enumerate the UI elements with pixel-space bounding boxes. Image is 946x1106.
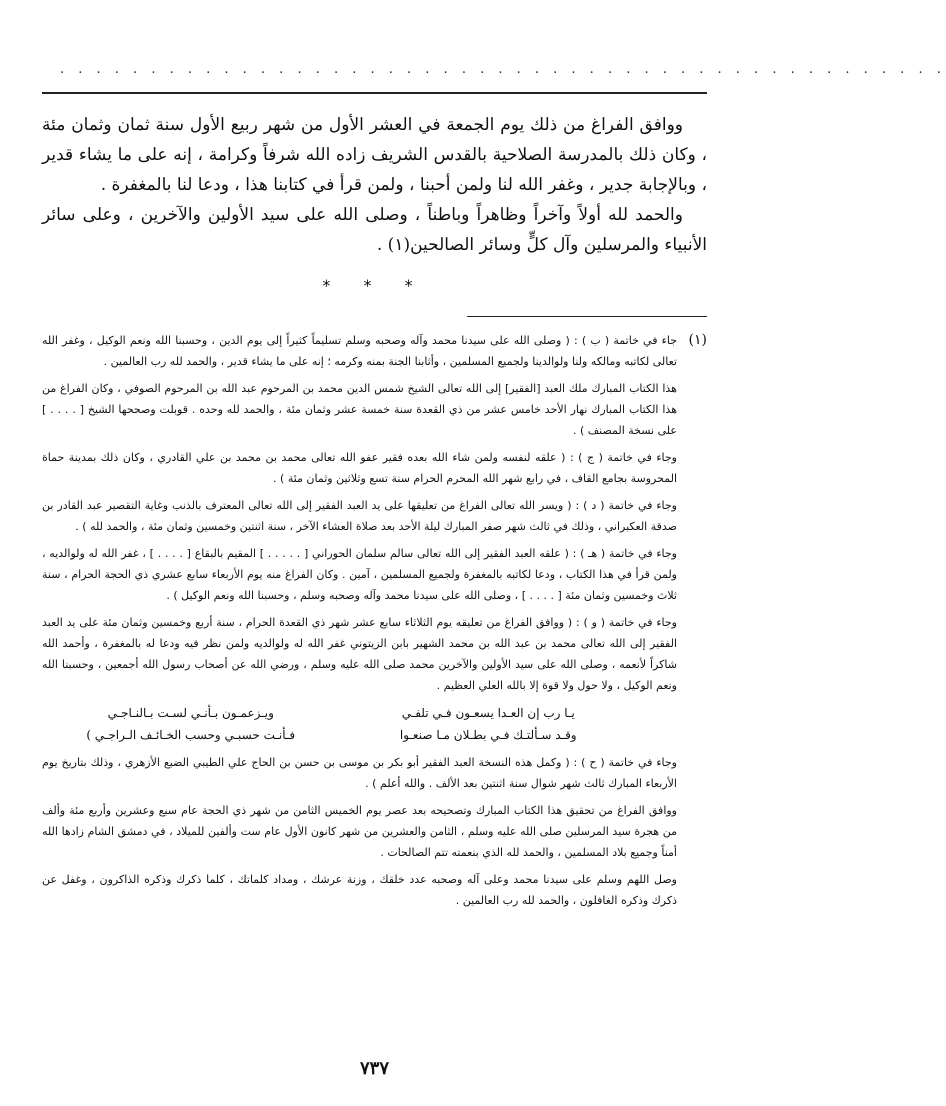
header-dotted-line: . . . . . . . . . . . . . . . . . . . . . . . . . . . . . . . . . . . . . . . . . . . . . . . . . (60, 62, 946, 77)
footnote-paragraph: وجاء في خاتمة ( و ) : ( ووافق الفراغ من تعليقه يوم الثلاثاء سابع عشر شهر ذي القعدة الحرام ، سنة أربع وخمسين وثمان مئة على يد العبد الفقير إلى الله تعالى محمد بن عبد الله بن محمد الشهير بابن الزيتوني غفر الله له ولوالديه ولمن نظر فيه ودعا له بالمغفرة ، وأحمد الله شاكراً لأنعمه ، وصلى الله على سيد الأولين والآخرين محمد صلى الله عليه وسلم ، ورضي الله عن أصحاب رسول الله أجمعين ، وحسبنا الله ونعم الوكيل ، ولا حول ولا قوة إلا بالله العلي العظيم . (42, 616, 677, 692)
header-rule (42, 92, 707, 94)
main-paragraph: ووافق الفراغ من ذلك يوم الجمعة في العشر الأول من شهر ربيع الأول سنة ثمان وثمان مئة ، وكان ذلك بالمدرسة الصلاحية بالقدس الشريف زاده الله شرفاً وكرامة ، إنه على ما يشاء قدير ، وبالإجابة جدير ، وغفر الله لنا ولمن أحبنا ، ولمن قرأ في كتابنا هذا ، ودعا لنا بالمغفرة . (42, 115, 707, 195)
poem-hemistich: فـأنـت حسبـي وحسب الخـائـف الـراجـي ) (86, 728, 296, 742)
footnote-paragraph: وصل اللهم وسلم على سيدنا محمد وعلى آله وصحبه عدد خلقك ، وزنة عرشك ، ومداد كلماتك ، كلما ذكرك وذكره الذاكرون ، وغفل عن ذكرك وذكره الغافلون ، والحمد لله رب العالمين . (42, 873, 677, 907)
footnotes (42, 330, 707, 917)
main-paragraph: والحمد لله أولاً وآخراً وظاهراً وباطناً ، وصلى الله على سيد الأولين والآخرين ، وعلى سائر الأنبياء والمرسلين وآل كلٍّ وسائر الصالحين(١) . (42, 205, 707, 255)
footnote-paragraph: وجاء في خاتمة ( هـ ) : ( علقه العبد الفقير إلى الله تعالى سالم سلمان الحوراني [ . . . . . ] المقيم بالبقاع [ . . . . ] ، غفر الله له ولوالديه ، ولمن قرأ في هذا الكتاب ، ودعا لكاتبه بالمغفرة ولجميع المسلمين ، آمين . وكان الفراغ منه يوم الأربعاء سابع عشري ذي الحجة الحرام ، سنة ثلاث وخمسين وثمان مئة [ . . . . ] ، وصلى الله على سيدنا محمد وآله وصحبه وسلم ، وحسبنا الله ونعم الوكيل ) . (42, 547, 677, 602)
main-text (42, 110, 707, 260)
footnote-paragraph: وجاء في خاتمة ( ج ) : ( علقه لنفسه ولمن شاء الله بعده فقير عفو الله تعالى محمد بن محمد بن علي القادري ، وكان ذلك بمدينة حماة المحروسة بجامع القاف ، في رابع شهر الله المحرم الحرام سنة تسع وثلاثين وثمان مئة ) . (42, 451, 677, 485)
poem-hemistich: وقـد سـألتـك فـي بطـلان مـا صنعـوا (399, 728, 577, 742)
footnote-paragraph: ووافق الفراغ من تحقيق هذا الكتاب المبارك وتصحيحه بعد عصر يوم الخميس الثامن من شهر ذي الحجة عام سبع وعشرين وأربع مئة وألف من هجرة سيد المرسلين صلى الله عليه وسلم ، الثامن والعشرين من شهر كانون الأول عام ست وألفين للميلاد ، في دمشق الشام زادها الله أمناً وجميع بلاد المسلمين ، والحمد لله الذي بنعمته تتم الصالحات . (42, 804, 677, 859)
poem-hemistich: ويـزعمـون بـأنـي لسـت بـالنـاجـي (107, 706, 274, 720)
poem-hemistich: يـا رب إن العـدا يسعـون فـي تلفـي (401, 706, 575, 720)
page-number: ٧٣٧ (359, 1058, 389, 1079)
poem-verses (62, 702, 617, 746)
footnote-rule (467, 316, 707, 317)
footnote-paragraph: وجاء في خاتمة ( د ) : ( ويسر الله تعالى الفراغ من تعليقها على يد العبد الفقير إلى الله تعالى المعترف بالذنب وغاية التقصير عبد القادر بن صدقة العكبراني ، وذلك في ثالث شهر صفر المبارك ليلة الأحد بعد صلاة العشاء الآخر ، سنة اثنتين وخمسين وثمان مئة ، والحمد لله ) . (42, 499, 677, 533)
footnote-paragraph: جاء في خاتمة ( ب ) : ( وصلى الله على سيدنا محمد وآله وصحبه وسلم تسليماً كثيراً إلى يوم الدين ، وحسبنا الله ونعم الوكيل ، وغفر الله تعالى لكاتبه ومالكه ولنا ولوالدينا ولجميع المسلمين ، وأثابنا الجنة بمنه وكرمه ؛ إنه على ما يشاء قدير ، والحمد لله رب العالمين . (42, 334, 677, 368)
footnote-1 (42, 330, 707, 911)
section-separator-stars: * * * (322, 276, 427, 295)
footnote-paragraph: وجاء في خاتمة ( ح ) : ( وكمل هذه النسخة العبد الفقير أبو بكر بن موسى بن حسن بن الحاج علي الطيبي الضبع الأزهري ، وذلك بتاريخ يوم الأربعاء المبارك ثالث شهر شوال سنة اثنتين بعد الألف . والله أعلم ) . (42, 756, 677, 790)
footnote-paragraph: هذا الكتاب المبارك ملك العبد [الفقير] إلى الله تعالى الشيخ شمس الدين محمد بن المرحوم عبد الله بن المرحوم الصوفي ، وكان الفراغ من هذا الكتاب المبارك نهار الأحد خامس عشر من ذي القعدة سنة خمسة عشر وثمان مئة ، والحمد لله وحده . قوبلت وصححها الشيخ [ . . . . ] على نسخة المصنف ) . (42, 382, 677, 437)
footnote-number: (١) (688, 332, 707, 348)
